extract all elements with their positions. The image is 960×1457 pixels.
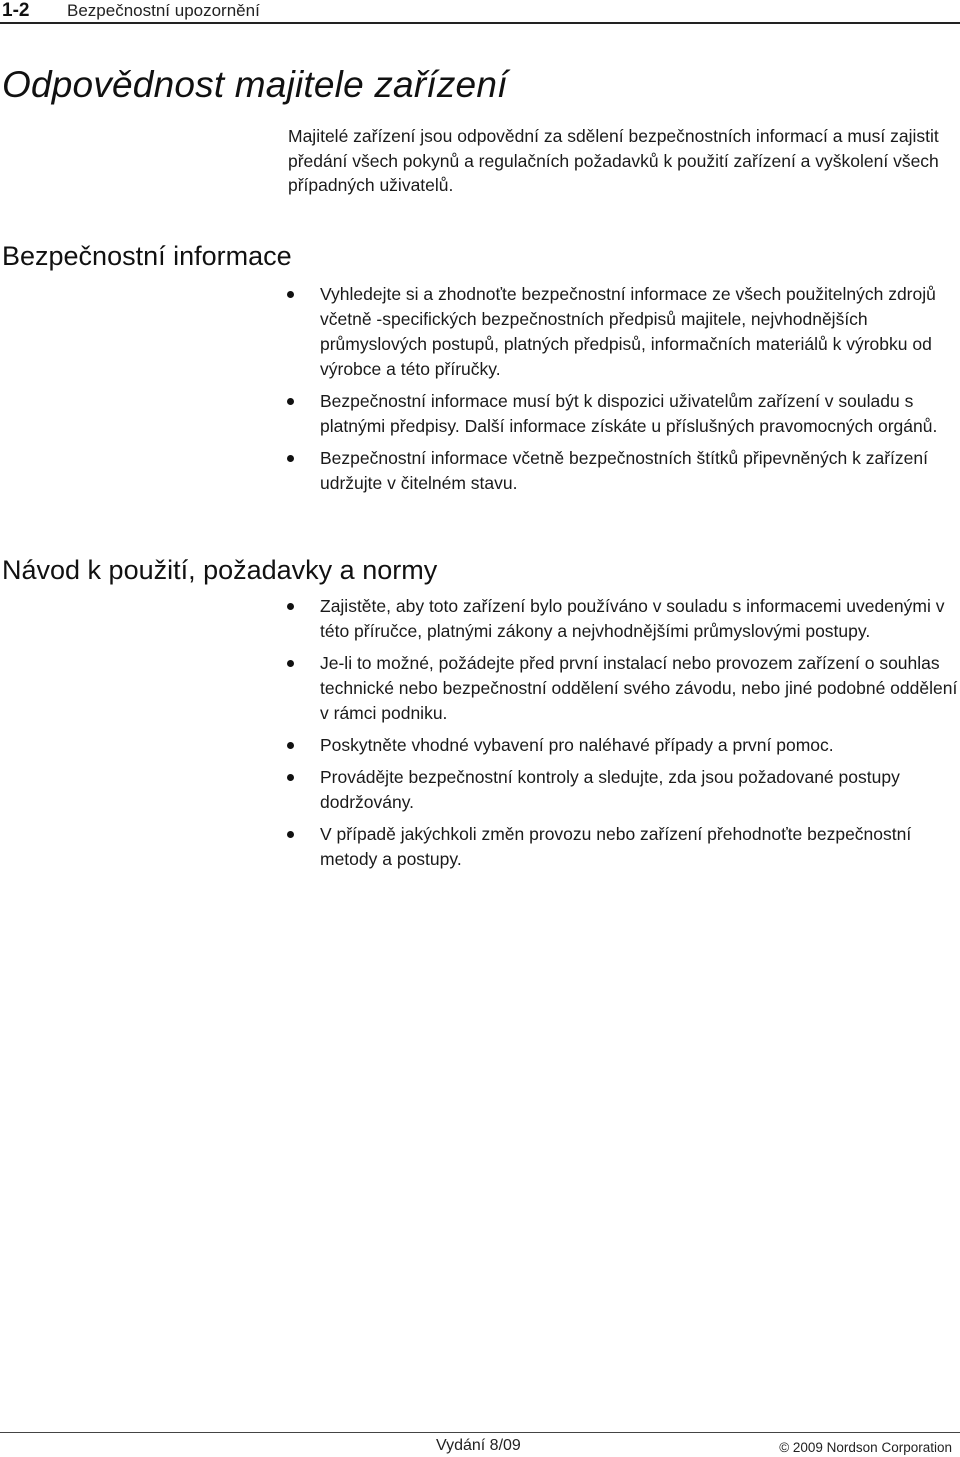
footer-divider xyxy=(0,1432,960,1433)
section-heading-usage-requirements: Návod k použití, požadavky a normy xyxy=(2,555,438,585)
section-heading-safety-info: Bezpečnostní informace xyxy=(2,241,292,271)
list-item xyxy=(0,651,960,726)
list-item xyxy=(0,446,960,496)
list-item xyxy=(0,282,960,382)
bullet-icon xyxy=(287,660,294,667)
list-item-text: V případě jakýchkoli změn provozu nebo zařízení přehodnoťte bezpečnostní metody a postupy. xyxy=(320,824,912,869)
list-item xyxy=(0,822,960,872)
bullet-icon xyxy=(287,291,294,298)
list-item xyxy=(0,594,960,644)
chapter-title: Bezpečnostní upozornění xyxy=(67,1,260,20)
bullet-icon xyxy=(287,831,294,838)
intro-paragraph: Majitelé zařízení jsou odpovědní za sdělení bezpečnostních informací a musí zajistit předání všech pokynů a regulačních požadavků k použití zařízení a vyškolení všech případných uživatelů. xyxy=(288,126,939,195)
bullet-icon xyxy=(287,774,294,781)
bullet-icon xyxy=(287,398,294,405)
list-item-text: Zajistěte, aby toto zařízení bylo používáno v souladu s informacemi uvedenými v této příručce, platnými zákony a nejvhodnějšími průmyslovými postupy. xyxy=(320,596,945,641)
usage-requirements-list xyxy=(0,594,960,872)
footer-copyright: © 2009 Nordson Corporation xyxy=(779,1440,952,1455)
list-item-text: Poskytněte vhodné vybavení pro naléhavé případy a první pomoc. xyxy=(320,735,834,755)
page-header xyxy=(0,0,960,24)
footer-edition: Vydání 8/09 xyxy=(436,1437,521,1454)
bullet-icon xyxy=(287,455,294,462)
page-number: 1-2 xyxy=(2,0,30,21)
bullet-icon xyxy=(287,742,294,749)
safety-info-list xyxy=(0,282,960,496)
list-item-text: Je-li to možné, požádejte před první instalací nebo provozem zařízení o souhlas technické nebo bezpečnostní oddělení svého závodu, nebo jiné podobné oddělení v rámci podniku. xyxy=(320,653,958,723)
list-item-text: Vyhledejte si a zhodnoťte bezpečnostní informace ze všech použitelných zdrojů včetně -specifických bezpečnostních předpisů majitele, nejvhodnějších průmyslových postupů, platných předpisů, informačních materiálů k výrobku od výrobce a této příručky. xyxy=(320,284,936,379)
list-item-text: Bezpečnostní informace musí být k dispozici uživatelům zařízení v souladu s platnými předpisy. Další informace získáte u příslušných pravomocných orgánů. xyxy=(320,391,938,436)
list-item-text: Provádějte bezpečnostní kontroly a sledujte, zda jsou požadované postupy dodržovány. xyxy=(320,767,900,812)
list-item xyxy=(0,765,960,815)
page-title: Odpovědnost majitele zařízení xyxy=(2,64,508,105)
list-item xyxy=(0,733,960,758)
bullet-icon xyxy=(287,603,294,610)
list-item-text: Bezpečnostní informace včetně bezpečnostních štítků připevněných k zařízení udržujte v čitelném stavu. xyxy=(320,448,928,493)
list-item xyxy=(0,389,960,439)
